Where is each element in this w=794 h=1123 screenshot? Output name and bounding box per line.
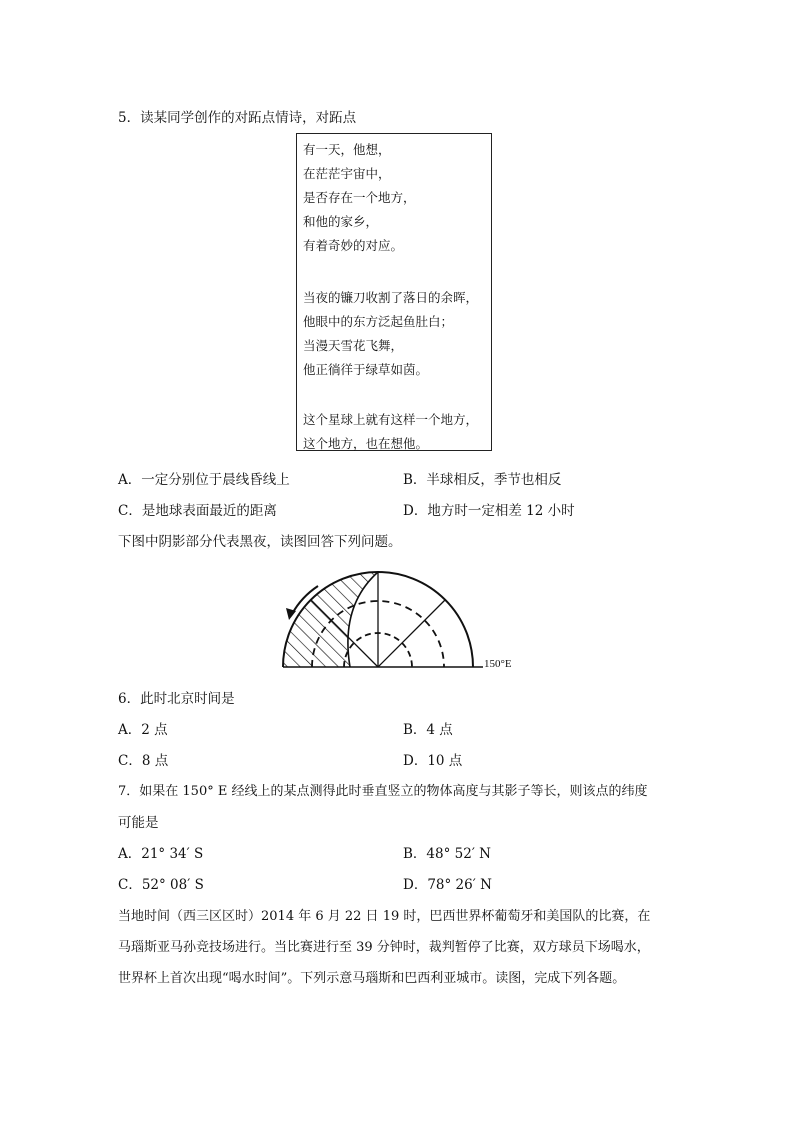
poem-line: 和他的家乡， (303, 214, 379, 229)
poem-line: 他正徜徉于绿草如茵。 (303, 362, 429, 377)
poem-line: 在茫茫宇宙中， (303, 166, 391, 181)
passage-line: 世界杯上首次出现“喝水时间”。下列示意马瑙斯和巴西利亚城市。读图，完成下列各题。 (118, 971, 626, 986)
passage-line: 当地时间（西三区区时）2014 年 6 月 22 日 19 时，巴西世界杯葡萄牙和美国队的比赛，在 (118, 909, 651, 924)
poem-line: 这个地方，也在想他。 (303, 436, 429, 451)
q6-option-c: C．8 点 (118, 753, 169, 769)
day-night-diagram (278, 556, 518, 674)
q5-option-d: D．地方时一定相差 12 小时 (403, 503, 575, 519)
q7-option-c: C．52° 08′ S (118, 877, 204, 893)
poem-line: 当夜的镰刀收割了落日的余晖， (303, 290, 479, 305)
q7-option-d: D．78° 26′ N (403, 877, 492, 893)
poem-box (296, 133, 492, 451)
diagram-intro: 下图中阴影部分代表黑夜，读图回答下列问题。 (118, 534, 402, 550)
poem-line: 是否存在一个地方， (303, 190, 416, 205)
q6-option-d: D．10 点 (403, 753, 463, 769)
q7-stem-line1: 7．如果在 150° E 经线上的某点测得此时垂直竖立的物体高度与其影子等长，则该点的纬度 (118, 784, 648, 799)
q7-stem-line2: 可能是 (118, 815, 159, 831)
q5-option-b: B．半球相反，季节也相反 (403, 472, 562, 488)
poem-line: 当漫天雪花飞舞， (303, 338, 404, 353)
poem-line: 有着奇妙的对应。 (303, 238, 404, 253)
q6-option-a: A．2 点 (118, 722, 168, 738)
poem-line: 这个星球上就有这样一个地方， (303, 412, 479, 427)
q6-option-b: B．4 点 (403, 722, 453, 738)
poem-line: 他眼中的东方泛起鱼肚白； (303, 314, 454, 329)
longitude-label: 150°E (484, 658, 512, 670)
q7-option-a: A．21° 34′ S (118, 846, 204, 862)
q5-stem: 5．读某同学创作的对跖点情诗，对跖点 (118, 110, 357, 126)
q5-option-a: A．一定分别位于晨线昏线上 (118, 472, 290, 488)
passage-line: 马瑙斯亚马孙竞技场进行。当比赛进行至 39 分钟时，裁判暂停了比赛，双方球员下场喝水， (118, 940, 650, 955)
q5-option-c: C．是地球表面最近的距离 (118, 503, 277, 519)
poem-line: 有一天，他想， (303, 142, 391, 157)
q6-stem: 6．此时北京时间是 (118, 691, 235, 707)
q7-option-b: B．48° 52′ N (403, 846, 491, 862)
